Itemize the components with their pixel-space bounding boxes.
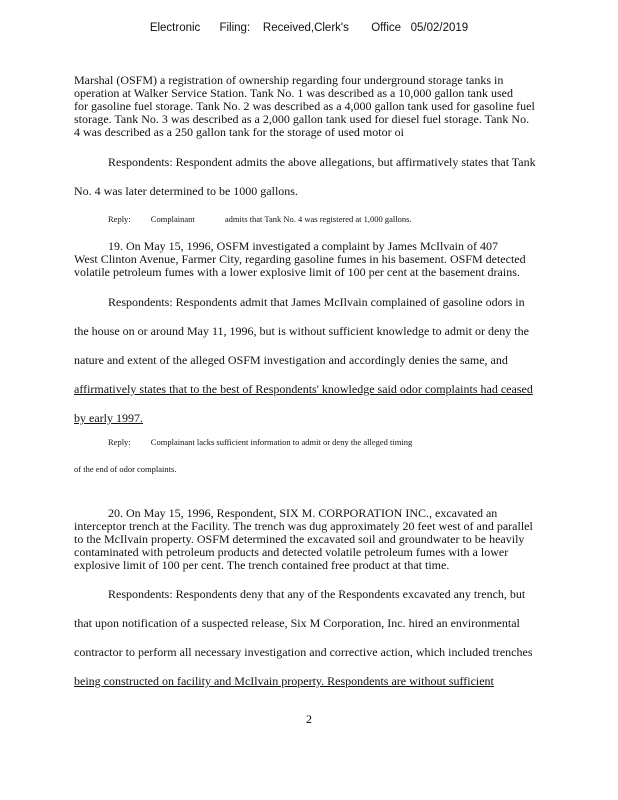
response-19 xyxy=(74,295,594,426)
reply-text: admits that Tank No. 4 was registered at 1,000 gallons. xyxy=(224,214,412,224)
paragraph-18-continuation xyxy=(74,74,594,139)
text-line: that upon notification of a suspected release, Six M Corporation, Inc. hired an environmental xyxy=(74,616,520,630)
text-line: 20. On May 15, 1996, Respondent, SIX M. CORPORATION INC., excavated an xyxy=(108,506,498,520)
response-20 xyxy=(74,587,594,689)
filing-header: Electronic Filing: Received,Clerk's Office 05/02/2019 xyxy=(149,22,469,34)
reply-18 xyxy=(108,214,412,224)
text-line: volatile petroleum fumes with a lower explosive limit of 100 per cent at the basement drains. xyxy=(74,265,520,279)
text-line: operation at Walker Service Station. Tank No. 1 was described as a 10,000 gallon tank used xyxy=(74,86,513,100)
text-line: 4 was described as a 250 gallon tank for the storage of used motor oi xyxy=(74,125,404,139)
text-line: Marshal (OSFM) a registration of ownership regarding four underground storage tanks in xyxy=(74,73,504,87)
text-line xyxy=(74,674,594,689)
text-line: for gasoline fuel storage. Tank No. 2 was described as a 4,000 gallon tank used for gasoline fuel xyxy=(74,99,535,113)
reply-text: Complainant lacks sufficient information to admit or deny the alleged timing xyxy=(150,437,413,447)
text-line: by early 1997. xyxy=(74,411,143,425)
reply-label: Reply: xyxy=(108,437,131,447)
text-line: No. 4 was later determined to be 1000 gallons. xyxy=(74,184,298,198)
text-line: storage. Tank No. 3 was described as a 2,000 gallon tank used for diesel fuel storage. Tank No. xyxy=(74,112,530,126)
text-line: West Clinton Avenue, Farmer City, regarding gasoline fumes in his basement. OSFM detected xyxy=(74,252,526,266)
underlined-text: being constructed on facility and McIlvain property. Respondents are without sufficient xyxy=(74,674,494,688)
text-line: Respondents: Respondent admits the above allegations, but affirmatively states that Tank xyxy=(108,155,536,169)
reply-party: Complainant xyxy=(150,214,195,224)
page-number: 2 xyxy=(306,712,312,726)
text-line: Respondents: Respondents admit that James McIlvain complained of gasoline odors in xyxy=(108,295,525,309)
text-line: the house on or around May 11, 1996, but is without sufficient knowledge to admit or deny the xyxy=(74,324,529,338)
text-line: Respondents: Respondents deny that any of the Respondents excavated any trench, but xyxy=(108,587,526,601)
reply-19-line-1 xyxy=(108,437,412,447)
text-line: explosive limit of 100 per cent. The trench contained free product at that time. xyxy=(74,558,450,572)
text-line: interceptor trench at the Facility. The trench was dug approximately 20 feet west of and parallel xyxy=(74,519,533,533)
response-18 xyxy=(74,155,594,199)
text-line: to the McIlvain property. OSFM determined the excavated soil and groundwater to be heavily xyxy=(74,532,525,546)
reply-19-line-2: of the end of odor complaints. xyxy=(74,464,177,474)
text-line: contaminated with petroleum products and detected volatile petroleum fumes with a lower xyxy=(74,545,509,559)
text-line: nature and extent of the alleged OSFM investigation and accordingly denies the same, and xyxy=(74,353,508,367)
text-line: 19. On May 15, 1996, OSFM investigated a complaint by James McIlvain of 407 xyxy=(108,239,498,253)
paragraph-20 xyxy=(74,507,594,572)
reply-label: Reply: xyxy=(108,214,131,224)
text-line: affirmatively states that to the best of Respondents' knowledge said odor complaints had ceased xyxy=(74,382,533,396)
paragraph-19 xyxy=(74,240,594,279)
text-line: contractor to perform all necessary investigation and corrective action, which included trenches xyxy=(74,645,533,659)
